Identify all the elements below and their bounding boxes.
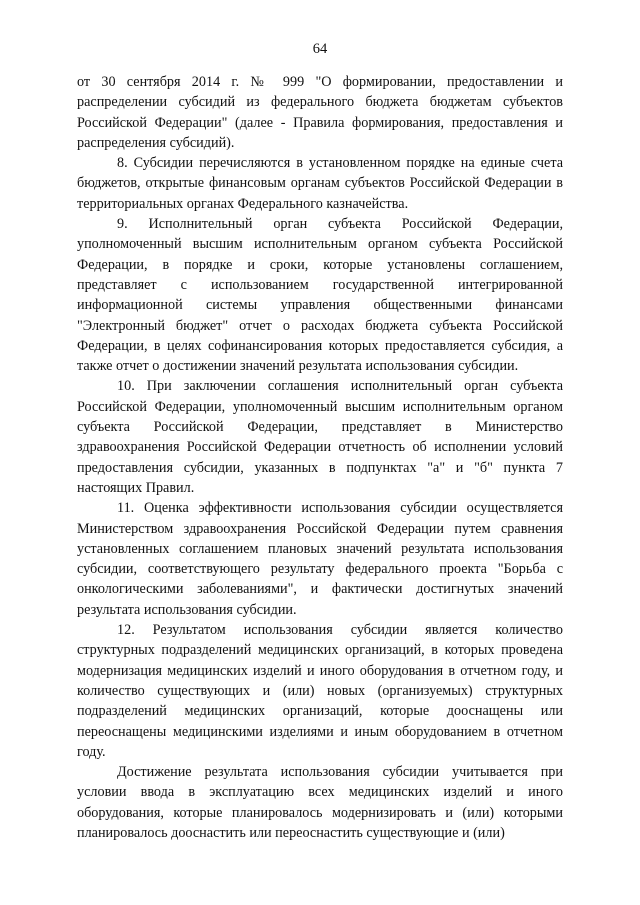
paragraph-result-achievement: Достижение результата использования субсидии учитывается при условии ввода в эксплуатацию всех медицинских изделий и иного оборудования, которые планировалось модернизировать и (или) которыми планировалось дооснастить или переоснастить существующие и (или) <box>77 764 563 841</box>
document-body <box>77 72 563 843</box>
paragraph-item-8: 8. Субсидии перечисляются в установленном порядке на единые счета бюджетов, открытые финансовым органам субъектов Российской Федерации в территориальных органах Федерального казначейства. <box>77 155 563 212</box>
page-number: 64 <box>312 41 328 57</box>
paragraph-item-10: 10. При заключении соглашения исполнительный орган субъекта Российской Федерации, уполномоченный высшим исполнительным органом субъекта Российской Федерации, представляет в Министерство здравоохранения Российской Федерации отчетность об исполнении условий предоставления субсидии, указанных в подпунктах "а" и "б" пункта 7 настоящих Правил. <box>77 378 563 496</box>
paragraph-item-9: 9. Исполнительный орган субъекта Российской Федерации, уполномоченный высшим исполнительным органом субъекта Российской Федерации, в порядке и сроки, которые установлены соглашением, представляет с использованием государственной интегрированной информационной системы управления общественными финансами "Электронный бюджет" отчет о расходах бюджета субъекта Российской Федерации, в целях софинансирования которых предоставляется субсидия, а также отчет о достижении значений результата использования субсидии. <box>77 216 563 375</box>
paragraph-continuation: от 30 сентября 2014 г. № 999 "О формировании, предоставлении и распределении субсидий из федерального бюджета бюджетам субъектов Российской Федерации" (далее - Правила формирования, предоставления и распределения субсидий). <box>77 74 563 151</box>
paragraph-item-11: 11. Оценка эффективности использования субсидии осуществляется Министерством здравоохранения Российской Федерации путем сравнения установленных соглашением плановых значений результата использования субсидии, соответствующего результату федерального проекта "Борьба с онкологическими заболеваниями", и фактически достигнутых значений результата использования субсидии. <box>77 500 563 618</box>
paragraph-item-12: 12. Результатом использования субсидии является количество структурных подразделений медицинских организаций, в которых проведена модернизация медицинских изделий и иного оборудования в отчетном году, и количество существующих и (или) новых (организуемых) структурных подразделений медицинских организаций, которые дооснащены или переоснащены медицинскими изделиями и иным оборудованием в отчетном году. <box>77 622 563 760</box>
